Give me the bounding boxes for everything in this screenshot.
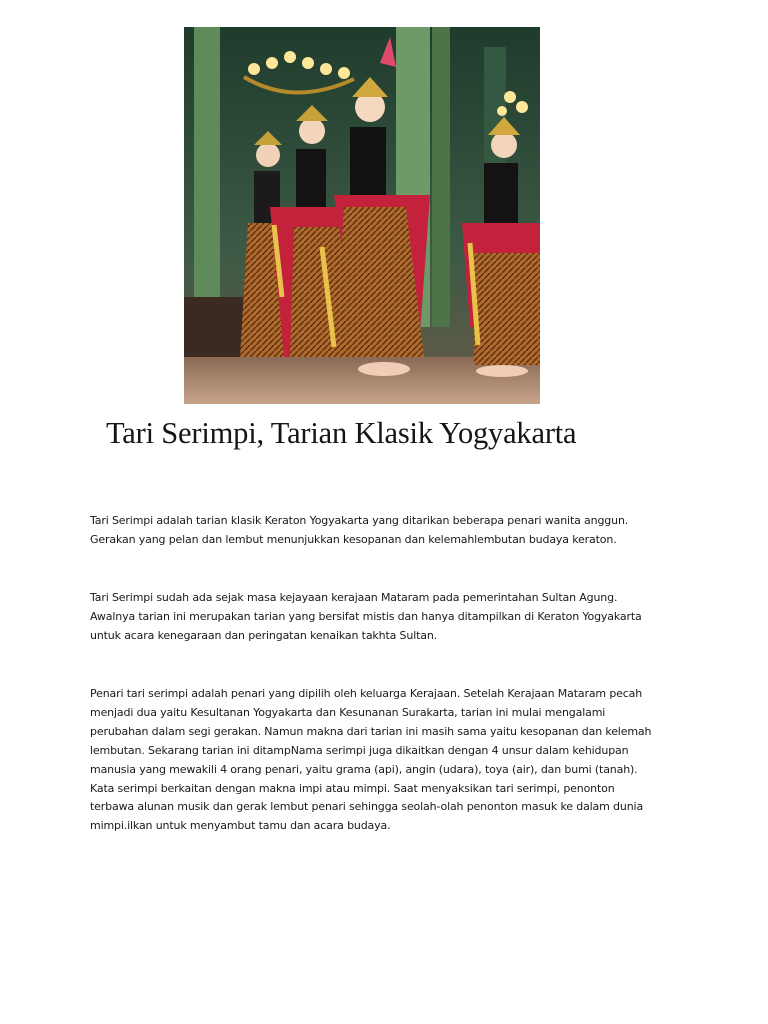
text-line: lembutan. Sekarang tarian ini ditampNama serimpi juga dikaitkan dengan 4 unsur dalam kehidupan — [90, 743, 629, 757]
text-line: mimpi.ilkan untuk menyambut tamu dan acara budaya. — [90, 819, 391, 833]
paragraph-history — [90, 589, 680, 646]
text-line: Awalnya tarian ini merupakan tarian yang bersifat mistis dan hanya ditampilkan di Keraton Yogyakarta — [90, 609, 642, 623]
dancers-illustration — [184, 27, 540, 404]
text-line: perubahan dalam segi gerakan. Namun makna dari tarian ini masih sama yaitu kesopanan dan kelemah — [90, 724, 652, 738]
text-line: Tari Serimpi sudah ada sejak masa kejayaan kerajaan Mataram pada pemerintahan Sultan Agung. — [90, 591, 618, 604]
paragraph-intro — [90, 512, 680, 550]
text-line: manusia yang mewakili 4 orang penari, yaitu grama (api), angin (udara), toya (air), dan bumi (tanah). — [90, 762, 638, 776]
text-line: menjadi dua yaitu Kesultanan Yogyakarta dan Kesunanan Surakarta, tarian ini mulai mengalami — [90, 705, 606, 719]
text-line: Tari Serimpi adalah tarian klasik Keraton Yogyakarta yang ditarikan beberapa penari wanita anggun. — [90, 514, 629, 527]
document-title: Tari Serimpi, Tarian Klasik Yogyakarta — [106, 416, 577, 450]
text-line: Gerakan yang pelan dan lembut menunjukkan kesopanan dan kelemahlembutan budaya keraton. — [90, 532, 617, 546]
dancers-photo — [184, 27, 540, 404]
text-line: Kata serimpi berkaitan dengan makna impi atau mimpi. Saat menyaksikan tari serimpi, penonton — [90, 781, 615, 795]
text-line: untuk acara kenegaraan dan peringatan kenaikan takhta Sultan. — [90, 628, 438, 642]
text-line: terbawa alunan musik dan gerak lembut penari sehingga seolah-olah penonton masuk ke dalam dunia — [90, 800, 644, 814]
text-line: Penari tari serimpi adalah penari yang dipilih oleh keluarga Kerajaan. Setelah Kerajaan Mataram pecah — [90, 687, 643, 700]
paragraph-dancers — [90, 685, 680, 836]
